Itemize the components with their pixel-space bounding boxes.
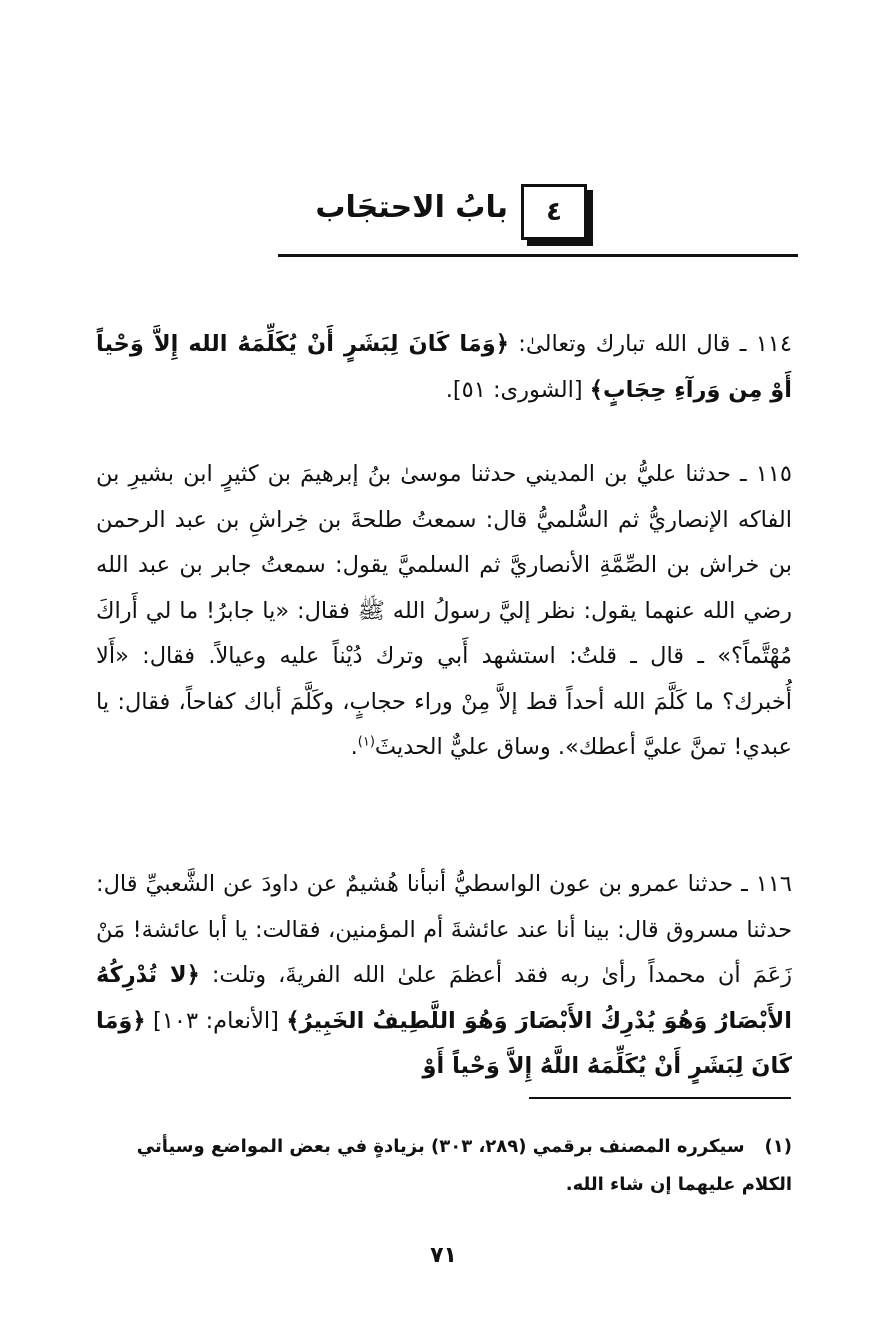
- paragraph-114: [96, 322, 792, 413]
- footnote-text: سيكرره المصنف برقمي (٢٨٩، ٣٠٣) بزيادةٍ في بعض المواضع وسيأتي الكلام عليهما إن شاء الله.: [136, 1136, 792, 1195]
- paragraph-116-prefix: ١١٦ ـ حدثنا عمرو بن عون الواسطيُّ أنبأنا هُشيمٌ عن داودَ عن الشَّعبيِّ قال: حدثنا مسروق قال: بينا أنا عند عائشةَ أم المؤمنين، فقالت: يا أبا عائشة! مَنْ زَعَمَ أن محمداً رأىٰ ربه فقد أعظمَ علىٰ الله الفريةَ، وتلت:: [96, 871, 792, 988]
- verse-reference: [الأنعام: ١٠٣]: [145, 1007, 287, 1034]
- paragraph-116: [96, 862, 792, 1090]
- quran-verse: ﴿وَمَا كَانَ لِبَشَرٍ أَنْ يُكَلِّمَهُ الله إِلاَّ وَحْياً أَوْ مِن وَرآءِ حِجَابٍ﴾: [96, 331, 792, 403]
- chapter-number: ٤: [546, 197, 562, 227]
- paragraph-114-prefix: ١١٤ ـ قال الله تبارك وتعالىٰ:: [508, 331, 792, 357]
- page-number: ٧١: [430, 1243, 457, 1268]
- footnote-separator: [529, 1097, 791, 1099]
- paragraph-115: [96, 452, 792, 771]
- footnote-marker: (١): [764, 1136, 792, 1157]
- quran-verse: ﴿لا تُدْرِكُهُ الأَبْصَارُ وَهُوَ يُدْرِكُ الأَبْصَارَ وَهُوَ اللَّطِيفُ الخَبِيرُ﴾: [96, 962, 792, 1034]
- verse-reference: [الشورى: ٥١].: [445, 376, 590, 403]
- paragraph-115-end: .: [350, 734, 358, 760]
- paragraph-115-text: ١١٥ ـ حدثنا عليُّ بن المديني حدثنا موسىٰ بنُ إبرهيمَ بن كثيرٍ ابن بشيرِ بن الفاكه الإنصاريُّ ثم السُّلميُّ قال: سمعتُ طلحةَ بن خِراشِ بن عبد الرحمن بن خراش بن الصِّمَّةِ الأنصاريَّ ثم السلميَّ يقول: سمعتُ جابر بن عبد الله رضي الله عنهما يقول: نظر إليَّ رسولُ الله ﷺ فقال: «يا جابرُ! ما لي أَراكَ مُهْتَّماً؟» ـ قال ـ قلتُ: استشهد أَبي وترك دُيْناً عليه وعيالاً. فقال: «أَلا أُخبرك؟ ما كَلَّمَ الله أحداً قط إلاَّ مِنْ وراء حجابٍ، وكَلَّمَ أباك كفاحاً، فقال: يا عبدي! تمنَّ عليَّ أعطك». وساق عليٌّ الحديثَ: [96, 461, 792, 760]
- chapter-number-box: [521, 184, 587, 240]
- chapter-title: بابُ الاحتجَاب: [315, 190, 508, 225]
- footnote: [96, 1128, 792, 1204]
- chapter-header: [278, 178, 798, 258]
- quran-verse: ﴿وَمَا كَانَ لِبَشَرٍ أَنْ يُكَلِّمَهُ اللَّهُ إِلاَّ وَحْياً أَوْ: [96, 1007, 792, 1079]
- footnote-reference: (١): [357, 734, 375, 750]
- chapter-underline: [278, 254, 798, 257]
